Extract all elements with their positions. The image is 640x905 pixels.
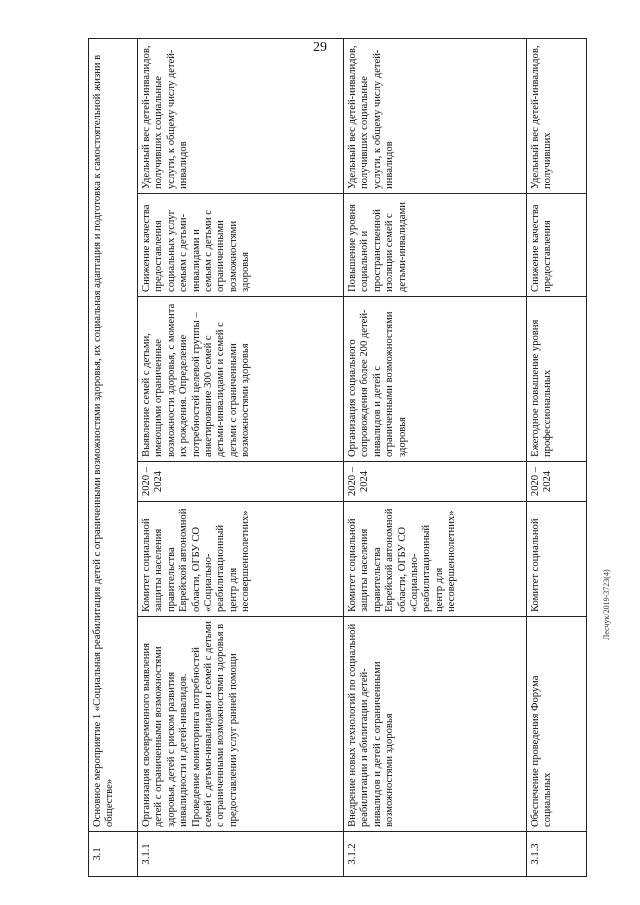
executor-cell: Комитет социальной защиты населения правительства Еврейской автономной области, ОГБУ СО «Социально-реабилитационный центр для несовершеннолетних»: [344, 502, 527, 617]
document-code: Лесчук/2019-3723(4): [602, 569, 611, 640]
section-title: Основное мероприятие 1 «Социальная реабилитация детей с ограниченными возможностями здоровья, их социальная адаптация и подготовка к самостоятельной жизни в обществе»: [89, 39, 138, 832]
executor-cell: Комитет социальной: [527, 502, 587, 617]
years-cell: 2020 – 2024: [138, 462, 344, 502]
table-row-section: [89, 39, 138, 877]
consequence-cell: Повышение уровня социальной и пространственной изоляции семей с детьми-инвалидами: [344, 194, 527, 297]
row-number: 3.1.1: [138, 832, 344, 877]
section-number: 3.1: [89, 832, 138, 877]
activities-table: [88, 38, 587, 877]
result-cell: Ежегодное повышение уровня профессиональных: [527, 297, 587, 462]
result-cell: Выявление семей с детьми, имеющими ограниченные возможности здоровья, с момента их рождения. Определение потребностей целевой группы – анкетирование 300 семей с детьми-инвалидами и семей с детьми с ограниченными возможностями здоровья: [138, 297, 344, 462]
indicator-cell: Удельный вес детей-инвалидов, получивших социальные услуги, к общему числу детей-инвалидов: [344, 39, 527, 194]
consequence-cell: Снижение качества предоставления социальных услуг семьям с детьми-инвалидами и семьям с детьми с ограниченными возможностями здоровья: [138, 194, 344, 297]
indicator-cell: Удельный вес детей-инвалидов, получивших: [527, 39, 587, 194]
result-cell: Организация социального сопровождения более 200 детей-инвалидов и детей с ограниченными возможностями здоровья: [344, 297, 527, 462]
consequence-cell: Снижение качества предоставления: [527, 194, 587, 297]
row-number: 3.1.2: [344, 832, 527, 877]
activity-cell: Внедрение новых технологий по социальной реабилитации и абилитации детей-инвалидов и детей с ограниченными возможностями здоровья: [344, 617, 527, 832]
rotated-table-container: [88, 39, 586, 877]
page-number: 29: [313, 40, 327, 55]
years-cell: 2020 – 2024: [527, 462, 587, 502]
indicator-cell: Удельный вес детей-инвалидов, получивших социальные услуги, к общему числу детей-инвалидов: [138, 39, 344, 194]
table-row: [527, 39, 587, 877]
activity-cell: Организация своевременного выявления детей с ограниченными возможностями здоровья, детей с риском развития инвалидности и детей-инвалидов. Проведение мониторинга потребностей семей с детьми-инвалидами и семей с детьми с ограниченными возможностями здоровья в предоставлении услуг ранней помощи: [138, 617, 344, 832]
table-row: [344, 39, 527, 877]
years-cell: 2020 – 2024: [344, 462, 527, 502]
row-number: 3.1.3: [527, 832, 587, 877]
executor-cell: Комитет социальной защиты населения правительства Еврейской автономной области, ОГБУ СО «Социально-реабилитационный центр для несовершеннолетних»: [138, 502, 344, 617]
activity-cell: Обеспечение проведения Форума социальных: [527, 617, 587, 832]
table-row: [138, 39, 344, 877]
